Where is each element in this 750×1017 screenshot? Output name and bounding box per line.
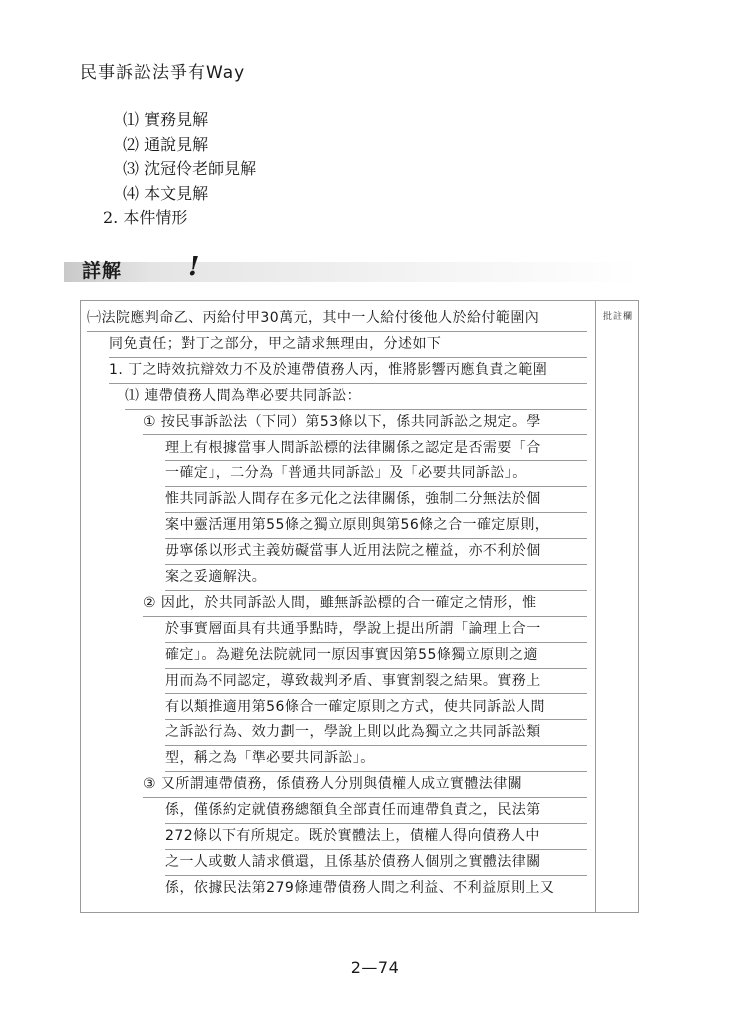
- answer-line: 毋寧係以形式主義妨礙當事人近用法院之權益，亦不利於個: [165, 540, 587, 565]
- answer-line: 有以類推適用第56條合一確定原則之方式，使共同訴訟人間: [165, 696, 587, 721]
- answer-line: 於事實層面具有共通爭點時，學說上提出所謂「論理上合一: [165, 618, 587, 643]
- answer-line: ② 因此，於共同訴訟人間，雖無訴訟標的合一確定之情形，惟: [143, 592, 587, 617]
- outline-item: ⑶ 沈冠伶老師見解: [123, 159, 257, 178]
- answer-line: 型，稱之為「準必要共同訴訟」。: [165, 747, 587, 772]
- annotation-column-label: 批註欄: [602, 312, 633, 322]
- exclamation-icon: !: [188, 252, 200, 282]
- section-heading: [64, 252, 640, 282]
- answer-line: 案之妥適解決。: [165, 566, 587, 591]
- outline-item: ⑴ 實務見解: [123, 110, 209, 129]
- answer-line: 272條以下有所規定。既於實體法上，債權人得向債務人中: [165, 825, 587, 850]
- annotation-divider: [595, 301, 596, 912]
- answer-line: 同免責任；對丁之部分，甲之請求無理由，分述如下: [109, 333, 587, 358]
- answer-line: ① 按民事訴訟法（下同）第53條以下，係共同訴訟之規定。學: [143, 411, 587, 436]
- answer-line: 1. 丁之時效抗辯效力不及於連帶債務人丙，惟將影響丙應負責之範圍: [109, 359, 587, 384]
- answer-line: 之訴訟行為、效力劃一，學說上則以此為獨立之共同訴訟類: [165, 721, 587, 746]
- answer-line: 係，依據民法第279條連帶債務人間之利益、不利益原則上又: [165, 879, 555, 896]
- answer-line: ③ 又所謂連帶債務，係債務人分別與債權人成立實體法律關: [143, 773, 587, 798]
- outline-list: [103, 108, 256, 231]
- page-number: 2—74: [350, 958, 400, 977]
- answer-line: 用而為不同認定，導致裁判矛盾、事實割裂之結果。實務上: [165, 670, 587, 695]
- answer-line: 一確定」，二分為「普通共同訴訟」及「必要共同訴訟」。: [165, 462, 587, 487]
- answer-line: 確定」。為避免法院就同一原因事實因第55條獨立原則之適: [165, 644, 587, 669]
- outline-item: ⑵ 通說見解: [123, 134, 209, 154]
- answer-line: 惟共同訴訟人間存在多元化之法律關係，強制二分無法於個: [165, 488, 587, 513]
- answer-line: 理上有根據當事人間訴訟標的法律關係之認定是否需要「合: [165, 437, 587, 462]
- answer-line: 案中靈活運用第55條之獨立原則與第56條之合一確定原則，: [165, 514, 587, 539]
- running-header: 民事訴訟法爭有Way: [80, 63, 246, 83]
- outline-item: ⑷ 本文見解: [123, 183, 209, 203]
- answer-line: 之一人或數人請求償還，且係基於債務人個別之實體法律關: [165, 851, 587, 876]
- answer-line: 係，僅係約定就債務總額負全部責任而連帶負責之，民法第: [165, 799, 587, 824]
- heading-band: [64, 262, 640, 282]
- answer-line: ⑴ 連帶債務人間為準必要共同訴訟：: [125, 385, 587, 410]
- answer-line: ㈠法院應判命乙、丙給付甲30萬元，其中一人給付後他人於給付範圍內: [87, 307, 587, 332]
- outline-item: 2. 本件情形: [103, 208, 188, 227]
- answer-box: [80, 300, 639, 913]
- heading-title: 詳解: [82, 260, 123, 282]
